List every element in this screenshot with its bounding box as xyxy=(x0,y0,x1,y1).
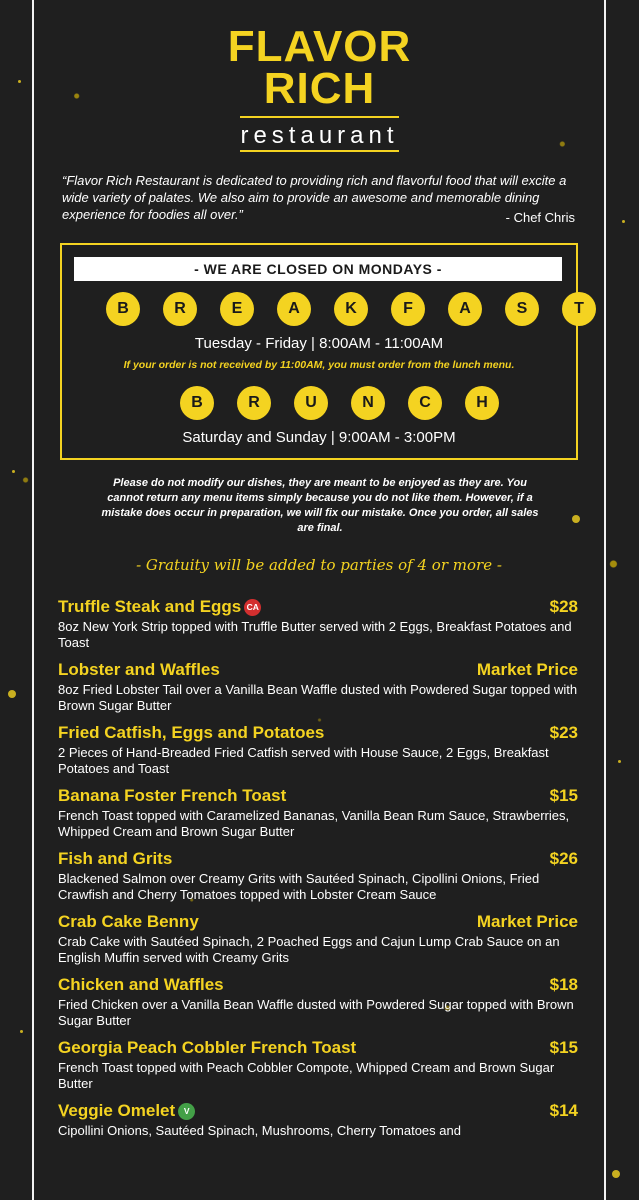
menu-item xyxy=(58,659,578,714)
chef-signature: - Chef Chris xyxy=(505,210,575,225)
menu-item xyxy=(58,911,578,966)
confetti-dot xyxy=(622,220,625,223)
letter-circle: A xyxy=(277,292,311,326)
menu-item-name: Georgia Peach Cobbler French Toast xyxy=(58,1038,357,1057)
logo xyxy=(0,22,639,152)
letter-circle: E xyxy=(220,292,254,326)
menu-item-header xyxy=(58,848,578,870)
brunch-schedule: Saturday and Sunday | 9:00AM - 3:00PM xyxy=(182,429,456,446)
menu-item-description: French Toast topped with Caramelized Bananas, Vanilla Bean Rum Sauce, Strawberries, Whipped Cream and Brown Sugar Butter xyxy=(58,808,570,839)
letter-circle: R xyxy=(163,292,197,326)
menu-item-header xyxy=(58,1037,578,1059)
menu-item-name: Fish and Grits xyxy=(58,849,173,868)
menu-item-price: Market Price xyxy=(476,660,578,679)
menu-item-price: $23 xyxy=(549,723,578,742)
menu-item-name: Fried Catfish, Eggs and Potatoes xyxy=(58,723,325,742)
menu-item xyxy=(58,596,578,651)
confetti-dot xyxy=(12,470,15,473)
chef-quote: “Flavor Rich Restaurant is dedicated to providing rich and flavorful food that will excite a wide variety of palates. We also aim to provide an awesome and memorable dining experience for foodies all over.” xyxy=(62,173,567,222)
menu-item-title xyxy=(58,974,224,996)
menu-item-description: Blackened Salmon over Creamy Grits with Sautéed Spinach, Cipollini Onions, Fried Crawfish and Cherry Tomatoes topped with Lobster Cream Sauce xyxy=(58,871,540,902)
policy-text: Please do not modify our dishes, they are meant to be enjoyed as they are. You cannot return any menu items simply because you do not like them. However, if a mistake does occur in preparation, we will fix our mistake. Once you order, all sales are final. xyxy=(101,477,539,534)
menu-item-header xyxy=(58,974,578,996)
menu-item-name: Chicken and Waffles xyxy=(58,975,224,994)
menu-item-description: Fried Chicken over a Vanilla Bean Waffle dusted with Powdered Sugar topped with Brown Sugar Butter xyxy=(58,997,574,1028)
menu-item-price: Market Price xyxy=(476,912,578,931)
menu-item-title xyxy=(58,785,286,807)
letter-circle: F xyxy=(391,292,425,326)
menu-item-price: $26 xyxy=(549,849,578,868)
letter-circle: R xyxy=(237,386,271,420)
confetti-dot xyxy=(8,690,16,698)
menu-item-description: Cipollini Onions, Sautéed Spinach, Mushrooms, Cherry Tomatoes and xyxy=(58,1123,461,1138)
menu-item-name: Crab Cake Benny xyxy=(58,912,199,931)
menu-item-header xyxy=(58,785,578,807)
confetti-dot xyxy=(618,760,621,763)
menu-item-description: 2 Pieces of Hand-Breaded Fried Catfish served with House Sauce, 2 Eggs, Breakfast Potatoes and Toast xyxy=(58,745,549,776)
letter-circle: S xyxy=(505,292,539,326)
menu-item-description: Crab Cake with Sautéed Spinach, 2 Poached Eggs and Cajun Lump Crab Sauce on an English Muffin served with Creamy Grits xyxy=(58,934,560,965)
letter-circle: C xyxy=(408,386,442,420)
confetti-dot xyxy=(612,1170,620,1178)
menu-item-name: Banana Foster French Toast xyxy=(58,786,287,805)
menu-item-title xyxy=(58,1100,195,1122)
letter-circle: K xyxy=(334,292,368,326)
menu-item xyxy=(58,974,578,1029)
menu-item-description: 8oz New York Strip topped with Truffle Butter served with 2 Eggs, Breakfast Potatoes and Toast xyxy=(58,619,572,650)
letter-circle: B xyxy=(180,386,214,420)
brunch-letters xyxy=(180,386,499,420)
menu-item xyxy=(58,785,578,840)
menu-item-title xyxy=(58,722,324,744)
menu-item xyxy=(58,1100,578,1139)
menu-item-title xyxy=(58,1037,356,1059)
breakfast-note: If your order is not received by 11:00AM, you must order from the lunch menu. xyxy=(123,359,515,371)
menu-item-price: $15 xyxy=(549,1038,578,1057)
letter-circle: N xyxy=(351,386,385,420)
menu-item-title xyxy=(58,596,261,618)
menu-item-name: Lobster and Waffles xyxy=(58,660,220,679)
menu-item-description: French Toast topped with Peach Cobbler Compote, Whipped Cream and Brown Sugar Butter xyxy=(58,1060,555,1091)
logo-line-1: FLAVOR xyxy=(227,22,412,71)
breakfast-schedule: Tuesday - Friday | 8:00AM - 11:00AM xyxy=(194,335,444,352)
menu-item-title xyxy=(58,848,172,870)
menu-item xyxy=(58,848,578,903)
menu-item-title xyxy=(58,911,199,933)
menu-item-price: $15 xyxy=(549,786,578,805)
menu-item-header xyxy=(58,1100,578,1122)
closed-notice: - WE ARE CLOSED ON MONDAYS - xyxy=(74,257,562,281)
menu-item-header xyxy=(58,596,578,618)
menu-item-description: 8oz Fried Lobster Tail over a Vanilla Bean Waffle dusted with Powdered Sugar topped with Brown Sugar Butter xyxy=(58,682,578,713)
menu-item xyxy=(58,1037,578,1092)
letter-circle: H xyxy=(465,386,499,420)
menu-item-name: Truffle Steak and Eggs xyxy=(58,597,242,616)
menu-item-price: $14 xyxy=(549,1101,578,1120)
menu-item-header xyxy=(58,722,578,744)
letter-circle: U xyxy=(294,386,328,420)
vegetarian-badge-icon: V xyxy=(178,1103,195,1120)
menu-item-title xyxy=(58,659,220,681)
menu-item-price: $18 xyxy=(549,975,578,994)
menu-item-header xyxy=(58,911,578,933)
menu-item-header xyxy=(58,659,578,681)
menu-item-name: Veggie Omelet xyxy=(58,1101,176,1120)
ca-badge-icon: CA xyxy=(244,599,261,616)
logo-line-2: RICH xyxy=(263,64,376,113)
letter-circle: A xyxy=(448,292,482,326)
menu-item xyxy=(58,722,578,777)
letter-circle: T xyxy=(562,292,596,326)
letter-circle: B xyxy=(106,292,140,326)
logo-subtitle: restaurant xyxy=(240,116,398,152)
confetti-dot xyxy=(20,1030,23,1033)
menu-list xyxy=(58,596,578,1147)
menu-item-price: $28 xyxy=(549,597,578,616)
gratuity-notice: - Gratuity will be added to parties of 4 or more - xyxy=(136,556,502,574)
breakfast-letters xyxy=(106,292,596,326)
